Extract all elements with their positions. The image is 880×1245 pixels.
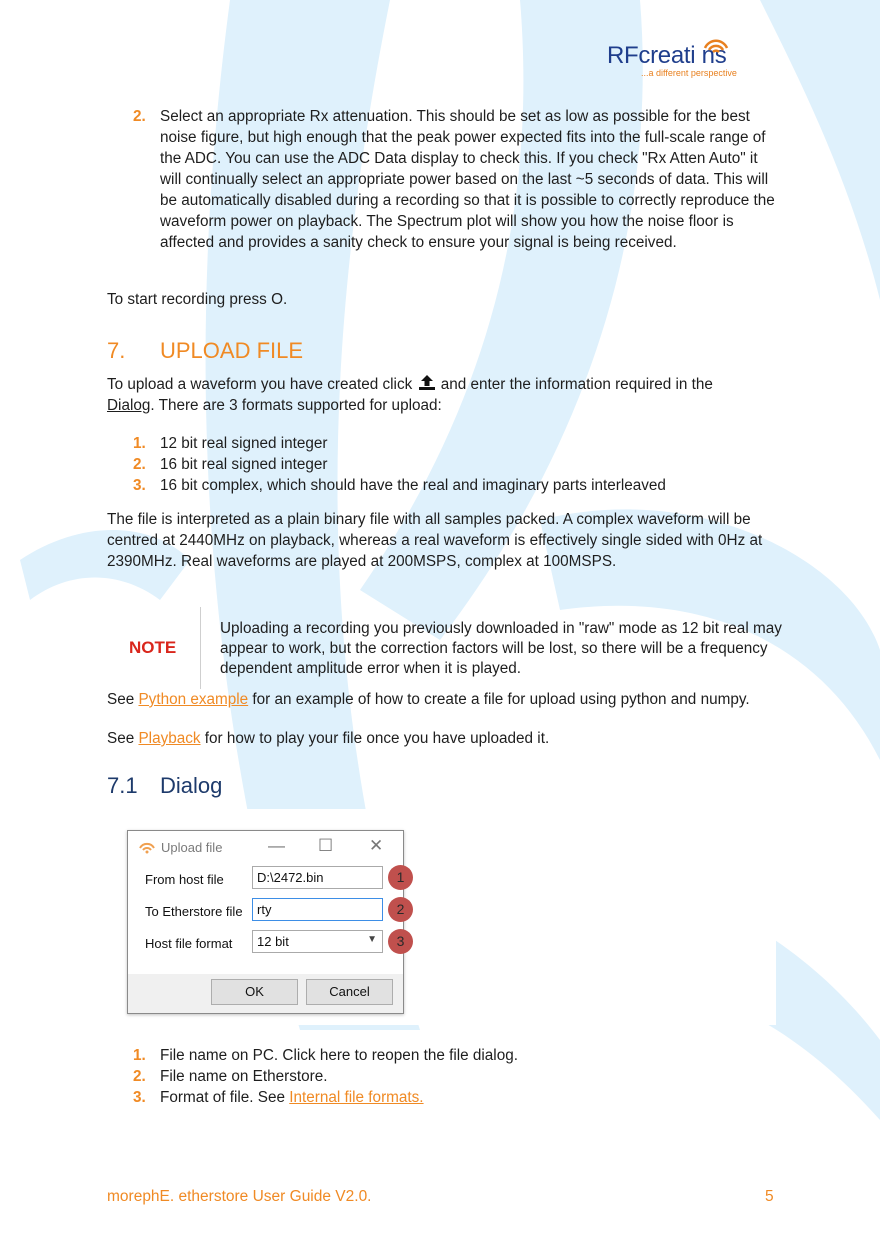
- callout-badge: 1: [388, 865, 413, 890]
- upload-file-dialog: [127, 830, 404, 1014]
- see-text: for how to play your file once you have uploaded it.: [200, 730, 550, 747]
- list-number: 2.: [133, 1068, 146, 1085]
- list-number: 3.: [133, 1089, 146, 1106]
- callout-badge: 3: [388, 929, 413, 954]
- wifi-icon: [138, 840, 156, 854]
- list-item: [133, 433, 783, 454]
- to-etherstore-file-input[interactable]: rty: [252, 898, 383, 921]
- dialog-title: Upload file: [161, 840, 223, 855]
- list-item-text: 12 bit real signed integer: [160, 435, 328, 452]
- logo-text: RFcreati ns: [607, 42, 727, 69]
- list-item-prefix: Format of file. See: [160, 1089, 290, 1106]
- list-number: 1.: [133, 435, 146, 452]
- upload-icon[interactable]: [418, 374, 436, 391]
- wifi-icon: [702, 36, 730, 58]
- list-number: 1.: [133, 1047, 146, 1064]
- maximize-button[interactable]: ☐: [318, 836, 334, 855]
- logo-tagline: ...a different perspective: [641, 68, 737, 78]
- close-button[interactable]: ✕: [369, 836, 384, 855]
- intro-text: . There are 3 formats supported for upload:: [150, 397, 442, 414]
- start-recording-text: To start recording press O.: [107, 291, 288, 308]
- list-item-text: 16 bit real signed integer: [160, 456, 328, 473]
- intro-text: To upload a waveform you have created click: [107, 376, 413, 393]
- rfcreations-logo: [607, 36, 757, 82]
- from-host-file-label: From host file: [145, 872, 224, 887]
- list-item: [133, 106, 783, 253]
- to-etherstore-file-label: To Etherstore file: [145, 904, 243, 919]
- list-item-text: 16 bit complex, which should have the real and imaginary parts interleaved: [160, 477, 666, 494]
- format-select-value: 12 bit: [257, 934, 289, 949]
- see-playback-paragraph: [107, 728, 787, 749]
- list-item: [133, 1087, 783, 1108]
- list-item: [133, 454, 783, 475]
- intro-text: and enter the information required in the: [440, 376, 713, 393]
- host-file-format-label: Host file format: [145, 936, 233, 951]
- list-item-text: File name on Etherstore.: [160, 1068, 328, 1085]
- from-host-file-input[interactable]: D:\2472.bin: [252, 866, 383, 889]
- list-item: [133, 1066, 783, 1087]
- page-number: 5: [765, 1188, 774, 1205]
- section-number: 7.: [107, 338, 126, 363]
- ok-button[interactable]: OK: [211, 979, 298, 1005]
- note-label: NOTE: [129, 638, 177, 657]
- internal-file-formats-link[interactable]: Internal file formats.: [289, 1089, 424, 1106]
- footer-title: morephE. etherstore User Guide V2.0.: [107, 1188, 372, 1205]
- see-text: See: [107, 730, 139, 747]
- cancel-button[interactable]: Cancel: [306, 979, 393, 1005]
- list-item: [133, 1045, 783, 1066]
- host-file-format-select[interactable]: [252, 930, 383, 953]
- section-heading: [107, 338, 303, 364]
- list-item-text: [160, 1087, 783, 1108]
- list-item-text: File name on PC. Click here to reopen the file dialog.: [160, 1047, 518, 1064]
- section-title: UPLOAD FILE: [160, 338, 304, 363]
- list-item-text: Select an appropriate Rx attenuation. This should be set as low as possible for the best noise figure, but high enough that the peak power expected fits into the full-scale range of the ADC. You can use the ADC Data display to check this. If you check "Rx Atten Auto" it will continually select an appropriate power based on the last ~5 seconds of data. This will be automatically disabled during a recording so that it is possible to correctly reproduce the waveform power on playback. The Spectrum plot will show you how the noise floor is affected and provides a sanity check to ensure your signal is being received.: [160, 108, 775, 251]
- see-text: See: [107, 691, 139, 708]
- subsection-heading: [107, 773, 222, 799]
- playback-link[interactable]: Playback: [138, 730, 201, 747]
- see-python-paragraph: [107, 689, 787, 710]
- subsection-title: Dialog: [160, 773, 223, 798]
- list-number: 2.: [133, 456, 146, 473]
- note-text: Uploading a recording you previously downloaded in "raw" mode as 12 bit real may appear to work, but the correction factors will be lost, so there will be a frequency dependent amplitude error when it is played.: [220, 620, 782, 677]
- list-number: 2.: [133, 108, 146, 125]
- chevron-down-icon: ▼: [367, 934, 377, 945]
- list-item: [133, 475, 783, 496]
- callout-badge: 2: [388, 897, 413, 922]
- dialog-titlebar: [128, 831, 403, 863]
- python-example-link[interactable]: Python example: [138, 691, 249, 708]
- subsection-number: 7.1: [107, 773, 138, 798]
- minimize-button[interactable]: —: [268, 836, 285, 855]
- upload-intro: [107, 374, 717, 416]
- see-text: for an example of how to create a file for upload using python and numpy.: [248, 691, 750, 708]
- interpretation-paragraph: The file is interpreted as a plain binary file with all samples packed. A complex waveform will be centred at 2440MHz on playback, whereas a real waveform is effectively single sided with 0Hz at 2390MHz. Real waveforms are played at 200MSPS, complex at 100MSPS.: [107, 511, 763, 570]
- note-divider: [200, 607, 201, 689]
- list-number: 3.: [133, 477, 146, 494]
- dialog-link[interactable]: Dialog: [107, 397, 151, 414]
